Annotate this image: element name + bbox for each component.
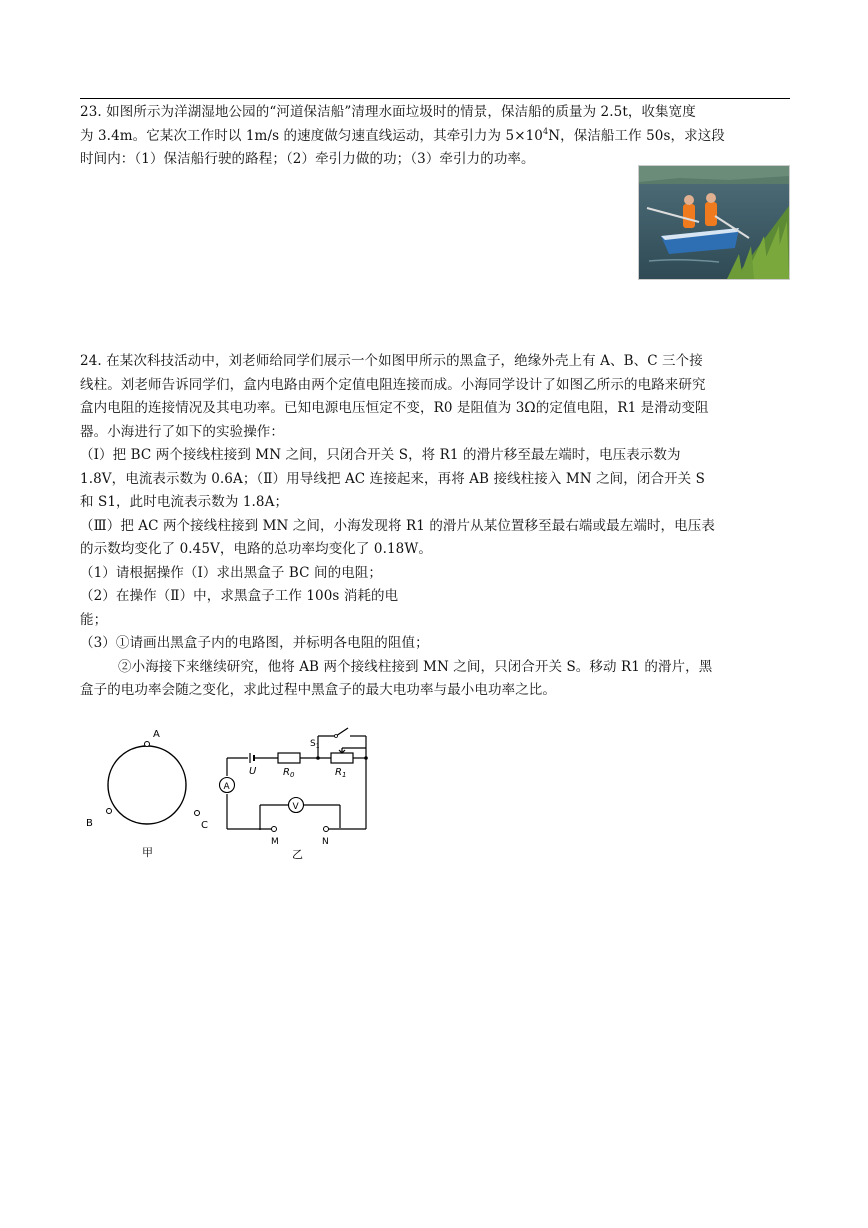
- q24-line: （Ⅰ）把 BC 两个接线柱接到 MN 之间，只闭合开关 S，将 R1 的滑片移至最左端时，电压表示数为: [80, 447, 681, 463]
- terminal-n-label: N: [322, 837, 329, 847]
- q23-line-tail: N，保洁船工作 50s，求这段: [548, 127, 725, 144]
- circuit-diagram: [227, 728, 366, 830]
- black-box-diagram: [86, 729, 208, 859]
- q24-line: （1）请根据操作（Ⅰ）求出黑盒子 BC 间的电阻；: [80, 564, 383, 581]
- terminal-m-label: M: [271, 837, 279, 847]
- q23-line: [80, 125, 792, 149]
- ammeter-label: A: [223, 782, 230, 792]
- q24-line: （2）在操作（Ⅱ）中，求黑盒子工作 100s 消耗的电: [80, 588, 399, 604]
- terminal-a-label: A: [153, 729, 160, 740]
- r1-label: $R_1$: [335, 767, 347, 779]
- q24-line: 盒子的电功率会随之变化，求此过程中黑盒子的最大电功率与最小电功率之比。: [80, 682, 556, 698]
- question-23: [80, 101, 792, 172]
- terminal-b-label: B: [86, 818, 93, 829]
- q23-line: 时间内：（1）保洁船行驶的路程；（2）牵引力做的功；（3）牵引力的功率。: [80, 151, 535, 167]
- q24-line: ②小海接下来继续研究，他将 AB 两个接线柱接到 MN 之间，只闭合开关 S。移动 R1 的滑片，黑: [118, 658, 713, 675]
- q24-line: （Ⅲ）把 AC 两个接线柱接到 MN 之间，小海发现将 R1 的滑片从某位置移至最右端或最左端时，电压表: [80, 517, 715, 534]
- switch-s1-label: $S_1$: [310, 739, 320, 750]
- q24-line: 和 S1，此时电流表示数为 1.8A；: [80, 494, 289, 510]
- top-rule: [80, 98, 790, 99]
- figure-yi-caption: 乙: [292, 848, 303, 861]
- voltmeter-label: V: [292, 802, 299, 812]
- q23-line: 23. 如图所示为洋湖湿地公园的“河道保洁船”清理水面垃圾时的情景，保洁船的质量为 2.5t，收集宽度: [80, 104, 696, 120]
- q24-line: 的示数均变化了 0.45V，电路的总功率均变化了 0.18W。: [80, 541, 432, 557]
- r0-label: $R_0$: [283, 767, 295, 779]
- source-label: U: [249, 766, 257, 777]
- q24-line: 1.8V，电流表示数为 0.6A；（Ⅱ）用导线把 AC 连接起来，再将 AB 接线柱接入 MN 之间，闭合开关 S: [80, 470, 706, 487]
- question-24: [80, 350, 792, 703]
- q24-line: 能；: [80, 611, 108, 628]
- circuit-figures: [78, 724, 378, 864]
- q23-exponent: 4: [542, 126, 549, 136]
- boat-photo: [638, 165, 790, 280]
- q23-line-text: 为 3.4m。它某次工作时以 1m/s 的速度做匀速直线运动，其牵引力为 5×10: [80, 127, 543, 144]
- q24-line: 盒内电阻的连接情况及其电功率。已知电源电压恒定不变，R0 是阻值为 3Ω的定值电阻，R1 是滑动变阻: [80, 400, 709, 416]
- q24-line: 24. 在某次科技活动中，刘老师给同学们展示一个如图甲所示的黑盒子，绝缘外壳上有 A、B、C 三个接: [80, 353, 703, 369]
- figure-jia-caption: 甲: [142, 846, 153, 859]
- q24-line: （3）①请画出黑盒子内的电路图，并标明各电阻的阻值；: [80, 635, 429, 651]
- q24-line: 线柱。刘老师告诉同学们，盒内电路由两个定值电阻连接而成。小海同学设计了如图乙所示的电路来研究: [80, 376, 706, 393]
- terminal-c-label: C: [201, 820, 208, 831]
- q24-line: 器。小海进行了如下的实验操作：: [80, 423, 284, 440]
